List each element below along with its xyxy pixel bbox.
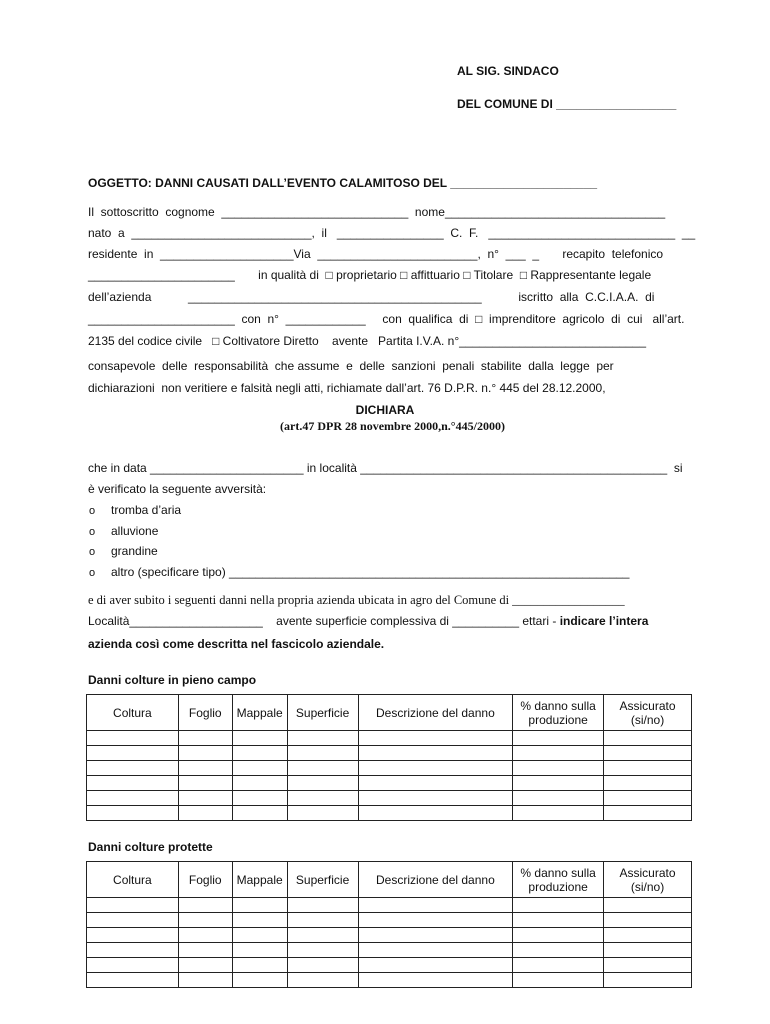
- table-cell[interactable]: [287, 898, 358, 913]
- table-body: [87, 898, 692, 988]
- bullet-icon: o: [89, 505, 96, 517]
- table-cell[interactable]: [232, 928, 287, 943]
- table-cell[interactable]: [232, 776, 287, 791]
- table-cell[interactable]: [358, 913, 513, 928]
- table-cell[interactable]: [178, 791, 232, 806]
- table-cell[interactable]: [358, 943, 513, 958]
- column-header: Coltura: [87, 862, 179, 898]
- table-cell[interactable]: [178, 806, 232, 821]
- table-cell[interactable]: [178, 746, 232, 761]
- column-header: Mappale: [232, 695, 287, 731]
- table-cell[interactable]: [513, 776, 604, 791]
- table-row: [87, 806, 692, 821]
- table-cell[interactable]: [358, 746, 513, 761]
- table-cell[interactable]: [178, 928, 232, 943]
- table-row: [87, 776, 692, 791]
- table-cell[interactable]: [87, 761, 179, 776]
- table-cell[interactable]: [178, 731, 232, 746]
- table-cell[interactable]: [178, 898, 232, 913]
- column-header: Superficie: [287, 695, 358, 731]
- table-cell[interactable]: [232, 913, 287, 928]
- table-row: [87, 761, 692, 776]
- table-cell[interactable]: [604, 898, 692, 913]
- table-cell[interactable]: [87, 943, 179, 958]
- table-cell[interactable]: [87, 776, 179, 791]
- table-cell[interactable]: [604, 928, 692, 943]
- table-cell[interactable]: [232, 973, 287, 988]
- table-body: [87, 731, 692, 821]
- option-altro: altro (specificare tipo) ____________________________________________________________: [111, 565, 630, 579]
- event-date-line: che in data _______________________ in località ______________________________________________ si: [88, 461, 683, 475]
- table-cell[interactable]: [604, 731, 692, 746]
- locality-note-line: azienda così come descritta nel fascicolo aziendale.: [88, 637, 385, 651]
- table-cell[interactable]: [178, 761, 232, 776]
- table-cell[interactable]: [178, 958, 232, 973]
- column-header: Descrizione del danno: [358, 862, 513, 898]
- column-header: Assicurato (si/no): [604, 695, 692, 731]
- table-cell[interactable]: [513, 958, 604, 973]
- bullet-icon: o: [89, 526, 96, 538]
- table-row: [87, 913, 692, 928]
- table-cell[interactable]: [87, 806, 179, 821]
- body-line-vat: 2135 del codice civile □ Coltivatore Diretto avente Partita I.V.A. n°____________________________: [88, 334, 646, 348]
- table-cell[interactable]: [232, 791, 287, 806]
- table-cell[interactable]: [232, 761, 287, 776]
- table-cell[interactable]: [358, 806, 513, 821]
- table-cell[interactable]: [358, 973, 513, 988]
- table-cell[interactable]: [513, 761, 604, 776]
- column-header: % danno sulla produzione: [513, 862, 604, 898]
- table-cell[interactable]: [287, 913, 358, 928]
- recipient-line-comune: DEL COMUNE DI __________________: [457, 97, 677, 111]
- bullet-icon: o: [89, 567, 96, 579]
- table-cell[interactable]: [87, 731, 179, 746]
- table-row: [87, 898, 692, 913]
- column-header: Descrizione del danno: [358, 695, 513, 731]
- option-alluvione: alluvione: [111, 524, 159, 538]
- table-cell[interactable]: [287, 943, 358, 958]
- body-line-declaration-2: dichiarazioni non veritiere e falsità negli atti, richiamate dall’art. 76 D.P.R. n.° 445 del 28.12.2000,: [88, 381, 606, 395]
- locality-line-text: Località____________________ avente superficie complessiva di __________ ettari -: [88, 614, 560, 628]
- table-cell[interactable]: [178, 913, 232, 928]
- table-header-row: [87, 695, 692, 731]
- table-cell[interactable]: [232, 943, 287, 958]
- table-cell[interactable]: [604, 973, 692, 988]
- table-cell[interactable]: [513, 898, 604, 913]
- table-row: [87, 958, 692, 973]
- table-cell[interactable]: [287, 973, 358, 988]
- table-cell[interactable]: [513, 973, 604, 988]
- table-cell[interactable]: [358, 761, 513, 776]
- locality-line-emphasis: indicare l’intera: [559, 614, 649, 628]
- body-line-company: dell’azienda ____________________________________________ iscritto alla C.C.I.A.A. di: [88, 290, 655, 304]
- table-row: [87, 928, 692, 943]
- table-cell[interactable]: [513, 806, 604, 821]
- column-header: % danno sulla produzione: [513, 695, 604, 731]
- table-cell[interactable]: [604, 746, 692, 761]
- table-cell[interactable]: [513, 928, 604, 943]
- subject-line: OGGETTO: DANNI CAUSATI DALL’EVENTO CALAMITOSO DEL ______________________: [88, 176, 598, 190]
- table-cell[interactable]: [513, 913, 604, 928]
- table-cell[interactable]: [287, 761, 358, 776]
- body-line-registration: ______________________ con n° ____________ con qualifica di □ imprenditore agricolo di cui all’art.: [88, 312, 685, 326]
- table-cell[interactable]: [604, 958, 692, 973]
- table-cell[interactable]: [287, 928, 358, 943]
- column-header: Coltura: [87, 695, 179, 731]
- option-tromba: tromba d’aria: [111, 503, 182, 517]
- table-cell[interactable]: [87, 973, 179, 988]
- body-line-declaration-1: consapevole delle responsabilità che assume e delle sanzioni penali stabilite dalla legge per: [88, 359, 614, 373]
- body-line-birth: nato a ___________________________, il ________________ C. F. ____________________________ __: [88, 226, 696, 240]
- column-header: Superficie: [287, 862, 358, 898]
- dichiara-title: DICHIARA: [355, 403, 415, 417]
- body-line-residence: residente in ____________________Via ________________________, n° ___ _ recapito telefonico: [88, 247, 664, 261]
- table-cell[interactable]: [287, 731, 358, 746]
- table-title-pieno-campo: Danni colture in pieno campo: [88, 673, 257, 687]
- bullet-icon: o: [89, 546, 96, 558]
- damage-intro-line: e di aver subito i seguenti danni nella propria azienda ubicata in agro del Comune di __________________: [88, 593, 625, 607]
- table-row: [87, 746, 692, 761]
- table-cell[interactable]: [513, 943, 604, 958]
- dichiara-subtitle: (art.47 DPR 28 novembre 2000,n.°445/2000): [280, 419, 505, 433]
- table-cell[interactable]: [513, 791, 604, 806]
- table-row: [87, 791, 692, 806]
- table-cell[interactable]: [87, 791, 179, 806]
- body-line-role: ______________________ in qualità di □ proprietario □ affittuario □ Titolare □ Rappresentante legale: [88, 268, 652, 282]
- table-cell[interactable]: [287, 791, 358, 806]
- column-header: Foglio: [178, 862, 232, 898]
- table-cell[interactable]: [604, 761, 692, 776]
- table-cell[interactable]: [87, 928, 179, 943]
- table-cell[interactable]: [604, 943, 692, 958]
- locality-line: [88, 614, 648, 628]
- table-cell[interactable]: [358, 898, 513, 913]
- table-title-protette: Danni colture protette: [88, 840, 213, 854]
- column-header: Foglio: [178, 695, 232, 731]
- table-cell[interactable]: [358, 791, 513, 806]
- table-cell[interactable]: [358, 958, 513, 973]
- table-cell[interactable]: [87, 958, 179, 973]
- table-cell[interactable]: [232, 898, 287, 913]
- table-cell[interactable]: [358, 731, 513, 746]
- table-cell[interactable]: [178, 943, 232, 958]
- table-row: [87, 973, 692, 988]
- table-cell[interactable]: [87, 746, 179, 761]
- table-cell[interactable]: [287, 746, 358, 761]
- column-header: Assicurato (si/no): [604, 862, 692, 898]
- table-cell[interactable]: [287, 958, 358, 973]
- column-header: Mappale: [232, 862, 287, 898]
- table-header-row: [87, 862, 692, 898]
- table-cell[interactable]: [604, 806, 692, 821]
- table-cell[interactable]: [178, 973, 232, 988]
- table-row: [87, 731, 692, 746]
- table-cell[interactable]: [232, 731, 287, 746]
- table-cell[interactable]: [232, 806, 287, 821]
- table-cell[interactable]: [358, 928, 513, 943]
- table-cell[interactable]: [513, 731, 604, 746]
- table-cell[interactable]: [513, 746, 604, 761]
- table-cell[interactable]: [287, 776, 358, 791]
- recipient-line-sindaco: AL SIG. SINDACO: [457, 64, 559, 78]
- option-grandine: grandine: [111, 544, 158, 558]
- table-cell[interactable]: [232, 958, 287, 973]
- table-cell[interactable]: [358, 776, 513, 791]
- table-cell[interactable]: [604, 913, 692, 928]
- table-cell[interactable]: [604, 791, 692, 806]
- table-cell[interactable]: [87, 913, 179, 928]
- body-line-name: Il sottoscritto cognome ____________________________ nome_________________________________: [88, 205, 666, 219]
- damage-table-protette: [86, 861, 692, 988]
- table-cell[interactable]: [287, 806, 358, 821]
- table-cell[interactable]: [604, 776, 692, 791]
- damage-table-pieno-campo: [86, 694, 692, 821]
- event-intro-line: è verificato la seguente avversità:: [88, 482, 267, 496]
- table-cell[interactable]: [232, 746, 287, 761]
- table-cell[interactable]: [87, 898, 179, 913]
- table-row: [87, 943, 692, 958]
- table-cell[interactable]: [178, 776, 232, 791]
